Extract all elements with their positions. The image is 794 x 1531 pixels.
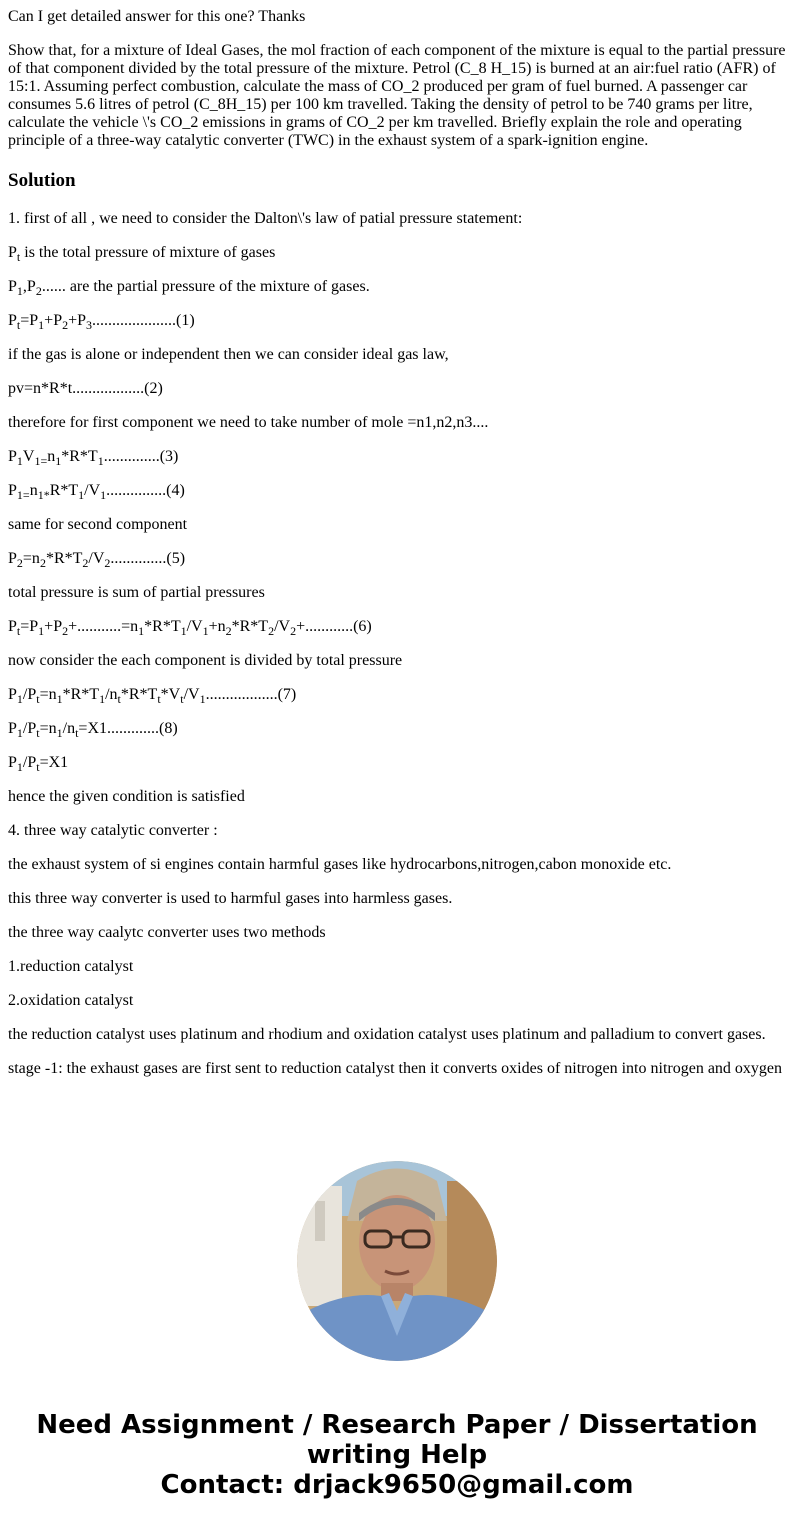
equation-8: $P_1/P_t=n_1/n_t=X1.............(8)$ [8, 720, 178, 740]
method-1: 1.reduction catalyst [8, 958, 134, 975]
equation-9: $P_1/P_t=X1$ [8, 754, 69, 774]
equation-4: $P_{1=}n_{1*}R*T_1/V_1...............(4)$ [8, 482, 185, 502]
eq-total-pressure-desc: $P_t$ is the total pressure of mixture of gases [8, 244, 276, 264]
equation-6: $P_t=P_1+P_2+...........=n_1*R*T_1/V_1+n_2*R*T_2/V_2+............(6)$ [8, 618, 372, 638]
promo-contact: Contact: drjack9650@gmail.com [160, 1470, 634, 1500]
mole-text: therefore for first component we need to take number of mole =n1,n2,n3.... [8, 414, 489, 431]
solution-step-1: 1. first of all , we need to consider the Dalton\'s law of patial pressure statement: [8, 210, 523, 227]
author-avatar [297, 1161, 497, 1361]
exhaust-text: the exhaust system of si engines contain harmful gases like hydrocarbons,nitrogen,cabon monoxide etc. [8, 856, 672, 873]
total-pressure-text: total pressure is sum of partial pressures [8, 584, 265, 601]
question-intro: Can I get detailed answer for this one? Thanks [8, 8, 306, 25]
question-body: Show that, for a mixture of Ideal Gases, the mol fraction of each component of the mixture is equal to the partial pressure of that component divided by the total pressure of the mixture. Petrol (C_8 H_15) is burned at an air:fuel ratio (AFR) of 15:1. Assuming perfect combustion, calculate the mass of CO_2 produced per gram of fuel burned. A passenger car consumes 5.6 litres of petrol (C_8H_15) per 100 km travelled. Taking the density of petrol to be 740 grams per litre, calculate the vehicle \'s CO_2 emissions in grams of CO_2 per km travelled. Briefly explain the role and operating principle of a three-way catalytic converter (TWC) in the exhaust system of a spark-ignition engine. [8, 42, 786, 149]
twc-heading: 4. three way catalytic converter : [8, 822, 218, 839]
equation-2: pv=n*R*t..................(2) [8, 380, 163, 397]
author-photo [297, 1161, 497, 1361]
equation-5: $P_2=n_2*R*T_2/V_2..............(5)$ [8, 550, 186, 570]
stage-1-text: stage -1: the exhaust gases are first sent to reduction catalyst then it converts oxides of nitrogen into nitrogen and oxygen [8, 1060, 783, 1077]
metals-text: the reduction catalyst uses platinum and rhodium and oxidation catalyst uses platinum and palladium to convert gases. [8, 1026, 766, 1043]
solution-heading: Solution [8, 170, 76, 191]
method-2: 2.oxidation catalyst [8, 992, 134, 1009]
document-body [0, 8, 794, 1078]
second-component-text: same for second component [8, 516, 188, 533]
conclusion-text: hence the given condition is satisfied [8, 788, 245, 805]
promo-banner [0, 1410, 794, 1500]
divide-text: now consider the each component is divided by total pressure [8, 652, 403, 669]
equation-3: $P_1V_{1=}n_1*R*T_1..............(3)$ [8, 448, 179, 468]
promo-line-1: Need Assignment / Research Paper / Dissertation [36, 1410, 758, 1440]
convert-text: this three way converter is used to harmful gases into harmless gases. [8, 890, 453, 907]
methods-text: the three way caalytc converter uses two methods [8, 924, 326, 941]
equation-1: $P_t=P_1+P_2+P_3.....................(1)$ [8, 312, 195, 332]
eq-partial-pressures-desc: $P_1,P_2$...... are the partial pressure of the mixture of gases. [8, 278, 370, 298]
ideal-gas-text: if the gas is alone or independent then we can consider ideal gas law, [8, 346, 449, 363]
promo-line-2: writing Help [306, 1440, 488, 1470]
equation-7: $P_1/P_t=n_1*R*T_1/n_t*R*T_t*V_t/V_1..................(7)$ [8, 686, 297, 706]
